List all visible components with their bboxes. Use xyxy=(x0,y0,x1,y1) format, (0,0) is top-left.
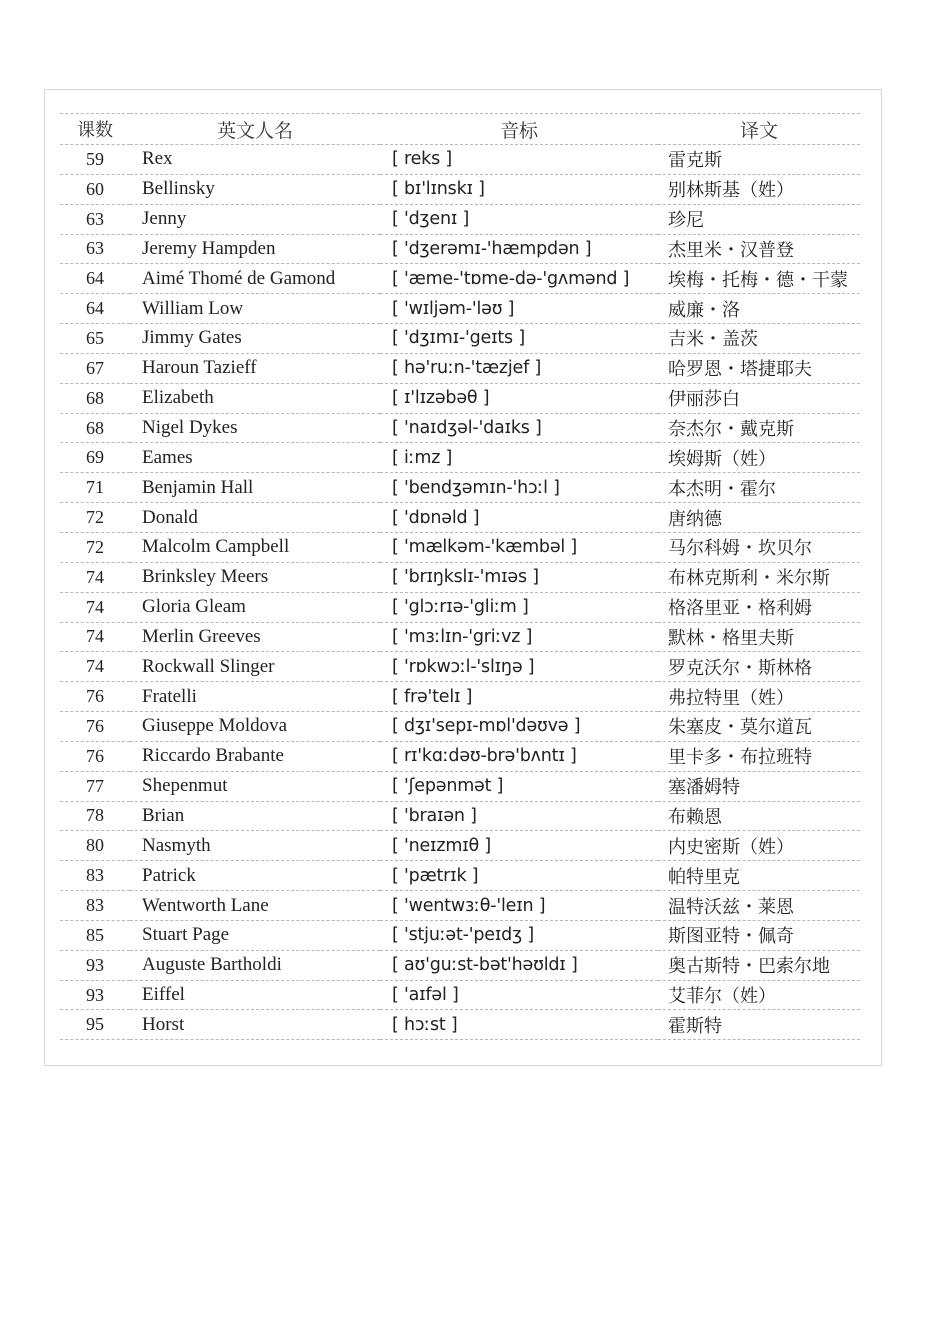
cell-english-name: Wentworth Lane xyxy=(130,891,380,921)
cell-lesson: 63 xyxy=(60,234,130,264)
cell-translation: 布林克斯利・米尔斯 xyxy=(658,562,860,592)
cell-translation: 艾菲尔（姓） xyxy=(658,980,860,1010)
table-row xyxy=(60,503,860,533)
table-row xyxy=(60,861,860,891)
header-phonetic: 音标 xyxy=(380,114,658,145)
cell-english-name: William Low xyxy=(130,294,380,324)
cell-phonetic: [ 'dʒenɪ ] xyxy=(380,204,658,234)
cell-english-name: Brinksley Meers xyxy=(130,562,380,592)
table-row xyxy=(60,204,860,234)
cell-phonetic: [ 'brɪŋkslɪ-'mɪəs ] xyxy=(380,562,658,592)
table-row xyxy=(60,145,860,175)
table-row xyxy=(60,920,860,950)
table-row xyxy=(60,801,860,831)
table-row xyxy=(60,324,860,354)
cell-lesson: 83 xyxy=(60,861,130,891)
cell-lesson: 74 xyxy=(60,562,130,592)
table-row xyxy=(60,413,860,443)
cell-english-name: Horst xyxy=(130,1010,380,1040)
table-row xyxy=(60,234,860,264)
cell-phonetic: [ reks ] xyxy=(380,145,658,175)
cell-phonetic: [ iːmz ] xyxy=(380,443,658,473)
cell-translation: 珍尼 xyxy=(658,204,860,234)
cell-translation: 伊丽莎白 xyxy=(658,383,860,413)
cell-lesson: 93 xyxy=(60,950,130,980)
cell-english-name: Jenny xyxy=(130,204,380,234)
cell-english-name: Auguste Bartholdi xyxy=(130,950,380,980)
cell-lesson: 76 xyxy=(60,741,130,771)
cell-translation: 斯图亚特・佩奇 xyxy=(658,920,860,950)
cell-phonetic: [ 'dʒerəmɪ-'hæmpdən ] xyxy=(380,234,658,264)
cell-phonetic: [ 'pætrɪk ] xyxy=(380,861,658,891)
cell-english-name: Gloria Gleam xyxy=(130,592,380,622)
table-row xyxy=(60,592,860,622)
cell-english-name: Donald xyxy=(130,503,380,533)
cell-lesson: 85 xyxy=(60,920,130,950)
cell-lesson: 78 xyxy=(60,801,130,831)
cell-lesson: 74 xyxy=(60,652,130,682)
cell-lesson: 67 xyxy=(60,353,130,383)
cell-translation: 奈杰尔・戴克斯 xyxy=(658,413,860,443)
cell-phonetic: [ 'braɪən ] xyxy=(380,801,658,831)
header-translation: 译文 xyxy=(658,114,860,145)
cell-english-name: Brian xyxy=(130,801,380,831)
cell-phonetic: [ 'rɒkwɔːl-'slɪŋə ] xyxy=(380,652,658,682)
cell-lesson: 83 xyxy=(60,891,130,921)
cell-english-name: Riccardo Brabante xyxy=(130,741,380,771)
cell-phonetic: [ 'stjuːət-'peɪdʒ ] xyxy=(380,920,658,950)
cell-phonetic: [ 'æme-'tɒme-də-'gʌmənd ] xyxy=(380,264,658,294)
cell-english-name: Shepenmut xyxy=(130,771,380,801)
cell-translation: 别林斯基（姓） xyxy=(658,174,860,204)
cell-lesson: 76 xyxy=(60,712,130,742)
cell-translation: 弗拉特里（姓） xyxy=(658,682,860,712)
cell-translation: 内史密斯（姓） xyxy=(658,831,860,861)
table-row xyxy=(60,622,860,652)
cell-translation: 温特沃兹・莱恩 xyxy=(658,891,860,921)
cell-phonetic: [ 'mɜːlɪn-'griːvz ] xyxy=(380,622,658,652)
cell-phonetic: [ 'ʃepənmət ] xyxy=(380,771,658,801)
cell-lesson: 64 xyxy=(60,264,130,294)
cell-translation: 奥古斯特・巴索尔地 xyxy=(658,950,860,980)
table-row xyxy=(60,264,860,294)
cell-phonetic: [ 'bendʒəmɪn-'hɔːl ] xyxy=(380,473,658,503)
cell-phonetic: [ 'wɪljəm-'ləʊ ] xyxy=(380,294,658,324)
cell-translation: 塞潘姆特 xyxy=(658,771,860,801)
cell-phonetic: [ hə'ruːn-'tæzjef ] xyxy=(380,353,658,383)
table-row xyxy=(60,950,860,980)
cell-phonetic: [ 'aɪfəl ] xyxy=(380,980,658,1010)
cell-translation: 朱塞皮・莫尔道瓦 xyxy=(658,712,860,742)
cell-lesson: 68 xyxy=(60,383,130,413)
cell-translation: 布赖恩 xyxy=(658,801,860,831)
cell-translation: 罗克沃尔・斯林格 xyxy=(658,652,860,682)
cell-english-name: Jimmy Gates xyxy=(130,324,380,354)
cell-lesson: 64 xyxy=(60,294,130,324)
cell-english-name: Jeremy Hampden xyxy=(130,234,380,264)
cell-translation: 马尔科姆・坎贝尔 xyxy=(658,532,860,562)
cell-phonetic: [ 'dʒɪmɪ-'geɪts ] xyxy=(380,324,658,354)
cell-translation: 威廉・洛 xyxy=(658,294,860,324)
cell-english-name: Malcolm Campbell xyxy=(130,532,380,562)
cell-translation: 雷克斯 xyxy=(658,145,860,175)
cell-lesson: 72 xyxy=(60,503,130,533)
table-row xyxy=(60,532,860,562)
table-row xyxy=(60,891,860,921)
cell-english-name: Giuseppe Moldova xyxy=(130,712,380,742)
cell-phonetic: [ aʊ'guːst-bət'həʊldɪ ] xyxy=(380,950,658,980)
cell-phonetic: [ frə'telɪ ] xyxy=(380,682,658,712)
cell-phonetic: [ 'wentwɜːθ-'leɪn ] xyxy=(380,891,658,921)
cell-phonetic: [ 'glɔːrɪə-'gliːm ] xyxy=(380,592,658,622)
cell-lesson: 80 xyxy=(60,831,130,861)
cell-english-name: Patrick xyxy=(130,861,380,891)
cell-lesson: 74 xyxy=(60,592,130,622)
cell-translation: 埃姆斯（姓） xyxy=(658,443,860,473)
table-row xyxy=(60,353,860,383)
cell-translation: 霍斯特 xyxy=(658,1010,860,1040)
table-row xyxy=(60,712,860,742)
cell-english-name: Rex xyxy=(130,145,380,175)
cell-lesson: 63 xyxy=(60,204,130,234)
cell-translation: 埃梅・托梅・德・干蒙 xyxy=(658,264,860,294)
cell-lesson: 76 xyxy=(60,682,130,712)
header-lesson: 课数 xyxy=(60,114,130,145)
cell-english-name: Bellinsky xyxy=(130,174,380,204)
cell-phonetic: [ 'naɪdʒəl-'daɪks ] xyxy=(380,413,658,443)
cell-phonetic: [ bɪ'lɪnskɪ ] xyxy=(380,174,658,204)
cell-english-name: Stuart Page xyxy=(130,920,380,950)
table-row xyxy=(60,682,860,712)
table-body xyxy=(60,145,860,1040)
cell-lesson: 59 xyxy=(60,145,130,175)
table-row xyxy=(60,473,860,503)
cell-phonetic: [ rɪ'kɑːdəʊ-brə'bʌntɪ ] xyxy=(380,741,658,771)
table-row xyxy=(60,294,860,324)
cell-lesson: 65 xyxy=(60,324,130,354)
cell-lesson: 68 xyxy=(60,413,130,443)
cell-translation: 吉米・盖茨 xyxy=(658,324,860,354)
table-row xyxy=(60,652,860,682)
document-page xyxy=(44,89,882,1066)
cell-translation: 本杰明・霍尔 xyxy=(658,473,860,503)
table-row xyxy=(60,383,860,413)
cell-lesson: 60 xyxy=(60,174,130,204)
table-row xyxy=(60,1010,860,1040)
cell-phonetic: [ 'neɪzmɪθ ] xyxy=(380,831,658,861)
cell-english-name: Nasmyth xyxy=(130,831,380,861)
cell-lesson: 77 xyxy=(60,771,130,801)
table-row xyxy=(60,831,860,861)
table-header-row xyxy=(60,114,860,145)
cell-lesson: 72 xyxy=(60,532,130,562)
cell-english-name: Rockwall Slinger xyxy=(130,652,380,682)
cell-translation: 默林・格里夫斯 xyxy=(658,622,860,652)
cell-phonetic: [ dʒɪ'sepɪ-mɒl'dəʊvə ] xyxy=(380,712,658,742)
cell-translation: 哈罗恩・塔捷耶夫 xyxy=(658,353,860,383)
cell-phonetic: [ 'dɒnəld ] xyxy=(380,503,658,533)
cell-lesson: 95 xyxy=(60,1010,130,1040)
table-row xyxy=(60,771,860,801)
cell-english-name: Fratelli xyxy=(130,682,380,712)
cell-lesson: 71 xyxy=(60,473,130,503)
cell-translation: 格洛里亚・格利姆 xyxy=(658,592,860,622)
cell-english-name: Aimé Thomé de Gamond xyxy=(130,264,380,294)
cell-translation: 杰里米・汉普登 xyxy=(658,234,860,264)
cell-phonetic: [ ɪ'lɪzəbəθ ] xyxy=(380,383,658,413)
cell-phonetic: [ 'mælkəm-'kæmbəl ] xyxy=(380,532,658,562)
table-row xyxy=(60,443,860,473)
table-row xyxy=(60,174,860,204)
cell-english-name: Benjamin Hall xyxy=(130,473,380,503)
cell-translation: 唐纳德 xyxy=(658,503,860,533)
names-table xyxy=(60,113,860,1040)
cell-translation: 帕特里克 xyxy=(658,861,860,891)
cell-english-name: Eiffel xyxy=(130,980,380,1010)
cell-english-name: Elizabeth xyxy=(130,383,380,413)
cell-english-name: Haroun Tazieff xyxy=(130,353,380,383)
cell-english-name: Nigel Dykes xyxy=(130,413,380,443)
cell-lesson: 69 xyxy=(60,443,130,473)
cell-lesson: 74 xyxy=(60,622,130,652)
cell-phonetic: [ hɔːst ] xyxy=(380,1010,658,1040)
table-row xyxy=(60,741,860,771)
cell-translation: 里卡多・布拉班特 xyxy=(658,741,860,771)
cell-english-name: Merlin Greeves xyxy=(130,622,380,652)
table-row xyxy=(60,980,860,1010)
table-row xyxy=(60,562,860,592)
header-english-name: 英文人名 xyxy=(130,114,380,145)
cell-lesson: 93 xyxy=(60,980,130,1010)
cell-english-name: Eames xyxy=(130,443,380,473)
